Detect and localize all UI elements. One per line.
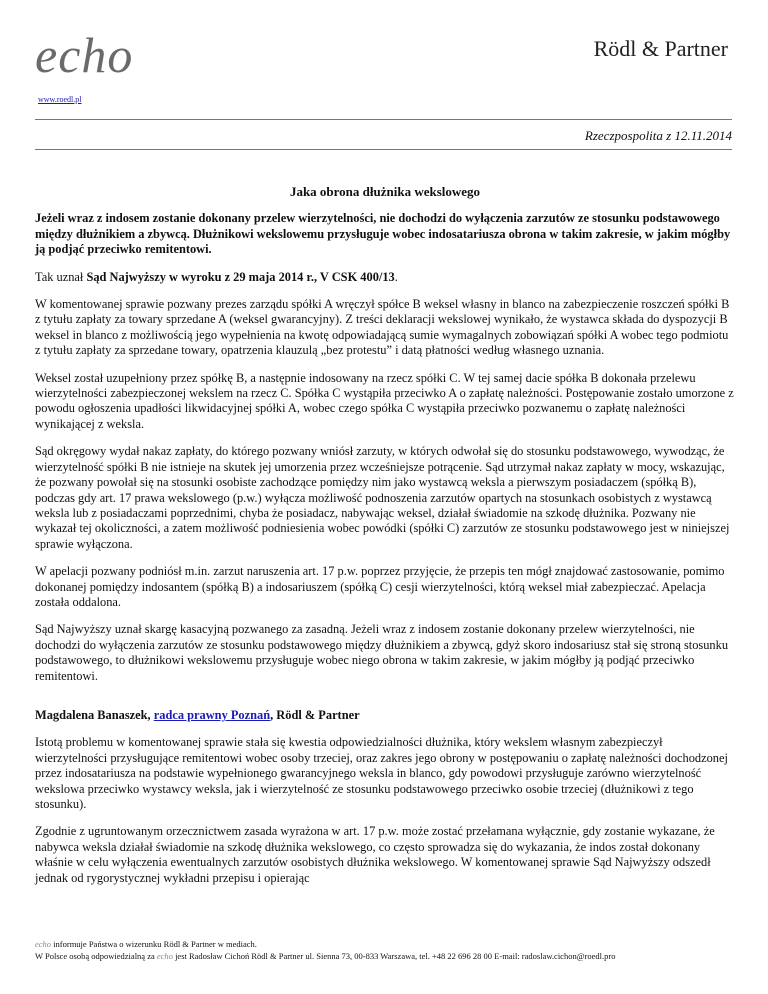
- paragraph-2: W komentowanej sprawie pozwany prezes zarządu spółki A wręczył spółce B weksel własny in blanco na zabezpieczenie roszczeń spółki B z tytułu zapłaty za towary sprzedane A (weksel gwarancyjny). Z treści deklaracji wekslowej wynikało, że wystawca składa do dyspozycji B weksel in blanco z możliwością jego wypełnienia na kwotę odpowiadającą sumie wymagalnych zobowiązań spółki A wobec tego podmiotu z tytułu zapłaty za sprzedane towary, opatrzenia klauzulą „bez protestu” i datą płatności według własnego uznania.: [35, 297, 730, 358]
- paragraph-3: Weksel został uzupełniony przez spółkę B, a następnie indosowany na rzecz spółki C. W tej samej dacie spółka B dokonała przelewu wierzytelności zabezpieczonej wekslem na rzecz C. Spółka C wystąpiła przeciwko A o zapłatę należności. Postępowanie zostało umorzone z powodu ogłoszenia upadłości likwidacyjnej spółki A, wobec czego spółka C wystąpiła przeciwko pozwanemu o zapłatę należności wynikającej z weksla.: [35, 370, 734, 431]
- author-name: Magdalena Banaszek,: [35, 707, 154, 722]
- ruling-prefix: Tak uznał: [35, 269, 87, 284]
- paragraph-4: Sąd okręgowy wydał nakaz zapłaty, do którego pozwany wniósł zarzuty, w których odwołał się do stosunku podstawowego, wywodząc, że wierzytelność spółki B nie istnieje na skutek jej umorzenia przez wcześniejsze potrącenie. Sąd utrzymał nakaz zapłaty w mocy, wskazując, że pozwany powołał się na stosunki osobiste zachodzące pomiędzy nim jako wystawcą weksla a pierwszym posiadaczem (spółką B), podczas gdy art. 17 prawa wekslowego (p.w.) wyłącza możliwość podnoszenia zarzutów opartych na stosunkach osobistych z wystawcą weksla lub z posiadaczami poprzednimi, chyba że posiadacz, nabywając weksel, działał świadomie na szkodę dłużnika. Pozwany nie wykazał tej okoliczności, a zatem możliwość podniesienia wobec powódki (spółki C) zarzutów ze stosunku podstawowego jest w niniejszej sprawie wyłączona.: [35, 444, 730, 551]
- author-link[interactable]: radca prawny Poznań: [153, 707, 271, 722]
- footer-line-1-text: informuje Państwa o wizerunku Rödl & Partner w mediach.: [51, 939, 257, 949]
- article-lead: Jeżeli wraz z indosem zostanie dokonany przelew wierzytelności, nie dochodzi do wyłączenia zarzutów ze stosunku podstawowego między dłużnikiem a zbywcą. Dłużnikowi wekslowemu przysługuje wobec indosatariusza obrona w takim zakresie, w jakim mógłby ją podjąć przeciwko remitentowi.: [35, 211, 731, 257]
- article-title: Jaka obrona dłużnika wekslowego: [289, 184, 481, 199]
- website-link[interactable]: www.roedl.pl: [38, 95, 82, 104]
- ruling-suffix: .: [394, 269, 398, 284]
- firm-logo: Rödl & Partner: [593, 36, 728, 61]
- header-rule-bottom: [35, 149, 732, 150]
- paragraph-5: W apelacji pozwany podniósł m.in. zarzut naruszenia art. 17 p.w. poprzez przyjęcie, że przepis ten mógł znajdować zastosowanie, pomimo dokonanej pomiędzy indosantem (spółką B) a indosariuszem (spółką C) cesji wierzytelności, którą weksel miał zabezpieczać. Apelacja została oddalona.: [35, 564, 725, 609]
- header-rule-top: [35, 119, 732, 120]
- footer-line-2-suffix: jest Radosław Cichoń Rödl & Partner ul. Sienna 73, 00-833 Warszawa, tel. +48 22 696 28 00 E-mail: radoslaw.cichon@roedl.pro: [172, 951, 616, 961]
- page-header: [0, 0, 768, 120]
- paragraph-8: Zgodnie z ugruntowanym orzecznictwem zasada wyrażona w art. 17 p.w. może zostać przełamana wyłącznie, gdy zostanie wykazane, że nabywca weksla działał świadomie na szkodę dłużnika wekslowego, co często sprowadza się do wykazania, że indos został dokonany właśnie w celu wyłączenia ewentualnych zarzutów osobistych dłużnika wekslowego. W komentowanej sprawie Sąd Najwyższy odszedł jednak od rygorystycznej wykładni przepisu i opierając: [35, 824, 715, 885]
- author-firm: , Rödl & Partner: [270, 707, 360, 722]
- footer-line-2: [35, 951, 615, 962]
- ruling-reference: Sąd Najwyższy w wyroku z 29 maja 2014 r., V CSK 400/13: [86, 269, 395, 284]
- footer-line-2-prefix: W Polsce osobą odpowiedzialną za: [35, 951, 157, 961]
- paragraph-6: Sąd Najwyższy uznał skargę kasacyjną pozwanego za zasadną. Jeżeli wraz z indosem zostanie dokonany przelew wierzytelności, nie dochodzi do wyłączenia zarzutów ze stosunku podstawowego między dłużnikiem a zbywcą, gdyż skoro indosariusz stał się stroną stosunku podstawowego, to dłużnikowi wekslowemu przysługuje wobec niego obrona w takim zakresie, w jakim mógłby ją podjąć przeciwko remitentowi.: [35, 622, 729, 683]
- paragraph-7: Istotą problemu w komentowanej sprawie stała się kwestia odpowiedzialności dłużnika, który wekslem własnym zabezpieczył wierzytelności przysługujące remitentowi wobec osoby trzeciej, oraz zakres jego obrony w postępowaniu o zapłatę należności dochodzonej przez indosatariusza na podstawie wypełnionego gwarancyjnego weksla in blanco, gdy powodowi przysługuje zarówno wierzytelność wekslowa przeciwko wystawcy weksla, jak i wierzytelność ze stosunku podstawowego przeciwko osobie trzeciej (dłużnikowi z tego stosunku).: [35, 735, 728, 811]
- paragraph-ruling: [35, 270, 735, 285]
- footer-line-1: [35, 939, 257, 950]
- source-publication: Rzeczpospolita z 12.11.2014: [584, 128, 732, 143]
- author-line: [35, 708, 735, 723]
- footer-echo-mark: echo: [35, 939, 52, 949]
- article-body: [35, 184, 735, 898]
- echo-logo: echo: [35, 27, 134, 83]
- footer-echo-mark-2: echo: [156, 951, 173, 961]
